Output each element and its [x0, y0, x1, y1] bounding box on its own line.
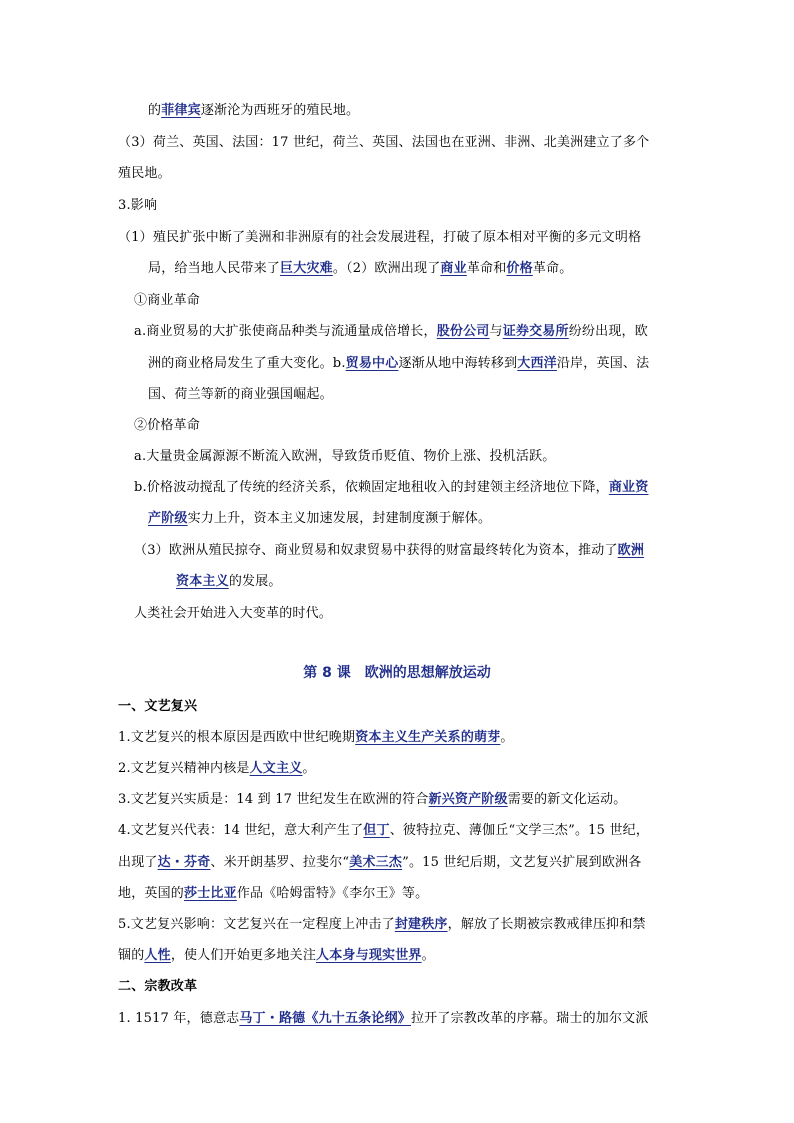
text-line — [148, 101, 359, 121]
keyword-link[interactable]: 产阶级 — [148, 511, 188, 526]
text-line — [134, 416, 200, 436]
text-segment: ，解放了长期被宗教戒律压抑和禁 — [447, 917, 646, 932]
text-segment: 。 — [302, 761, 316, 776]
text-segment: （3）荷兰、英国、法国：17 世纪，荷兰、英国、法国也在亚洲、非洲、北美洲建立了多个 — [118, 135, 650, 150]
text-segment: b.价格波动搅乱了传统的经济关系，依赖固定地租收入的封建领主经济地位下降， — [134, 480, 609, 495]
keyword-link[interactable]: 商业 — [440, 261, 467, 276]
text-line — [118, 133, 649, 153]
text-line — [148, 385, 333, 405]
keyword-link[interactable]: 菲律宾 — [161, 103, 201, 118]
keyword-link[interactable]: 大西洋 — [517, 356, 557, 371]
keyword-link[interactable]: 美术三杰 — [349, 855, 403, 870]
keyword-link[interactable]: 人性 — [144, 948, 171, 963]
keyword-link[interactable]: 莎士比亚 — [184, 886, 237, 901]
text-segment: 4.文艺复兴代表：14 世纪，意大利产生了 — [118, 823, 364, 838]
text-line — [134, 541, 644, 561]
text-segment: 地，英国的 — [118, 886, 185, 901]
text-segment: a.大量贵金属源源不断流入欧洲，导致货币贬值、物价上涨、投机活跃。 — [134, 449, 556, 464]
text-segment: 拉开了宗教改革的序幕。瑞士的加尔文派 — [410, 1011, 649, 1026]
text-line — [118, 790, 627, 810]
keyword-link[interactable]: 资本主义 — [176, 574, 229, 589]
text-segment: 。 — [421, 948, 435, 963]
text-line — [148, 354, 649, 374]
text-segment: 需要的新文化运动。 — [507, 792, 627, 807]
text-line — [118, 1009, 649, 1029]
keyword-link[interactable]: 欧洲 — [617, 543, 645, 558]
text-segment: 逐渐沦为西班牙的殖民地。 — [200, 103, 360, 118]
text-segment: 国、荷兰等新的商业强国崛起。 — [148, 387, 333, 402]
text-segment: （1）殖民扩张中断了美洲和非洲原有的社会发展进程，打破了原本相对平衡的多元文明格 — [118, 230, 642, 245]
keyword-link[interactable]: 但丁 — [363, 823, 390, 838]
keyword-link[interactable]: 股份公司 — [436, 324, 490, 339]
text-segment: 的发展。 — [228, 574, 282, 589]
text-segment: 1.文艺复兴的根本原因是西欧中世纪晚期 — [118, 730, 356, 745]
keyword-link[interactable]: 马丁・路德 — [239, 1011, 306, 1026]
text-segment: 二、宗教改革 — [118, 979, 198, 994]
text-segment: 一、文艺复兴 — [118, 699, 198, 714]
text-segment: 局，给当地人民带来了 — [148, 261, 281, 276]
text-line — [118, 884, 428, 904]
text-segment: 逐渐从地中海转移到 — [398, 356, 518, 371]
text-segment: 1. 1517 年，德意志 — [118, 1011, 240, 1026]
keyword-link[interactable]: 封建秩序 — [394, 917, 448, 932]
text-line — [118, 853, 641, 873]
text-segment: 与 — [489, 324, 503, 339]
text-segment: ①商业革命 — [134, 293, 201, 308]
keyword-link[interactable]: 证券交易所 — [502, 324, 569, 339]
text-segment: 、彼特拉克、薄伽丘“文学三杰”。15 世纪， — [389, 823, 650, 838]
keyword-link[interactable]: 新兴资产阶级 — [428, 792, 508, 807]
text-segment: 5.文艺复兴影响：文艺复兴在一定程度上冲击了 — [118, 917, 395, 932]
keyword-link[interactable]: 达・芬奇 — [157, 855, 211, 870]
keyword-link[interactable]: 商业资 — [608, 480, 649, 495]
text-line — [134, 291, 200, 311]
text-line — [118, 759, 316, 779]
keyword-link[interactable]: 巨大灾难 — [280, 261, 333, 276]
text-segment: 、米开朗基罗、拉斐尔“ — [210, 855, 350, 870]
text-segment: a.商业贸易的大扩张使商品种类与流通量成倍增长， — [134, 324, 437, 339]
keyword-link[interactable]: 价格 — [506, 261, 533, 276]
text-segment: 。 — [500, 730, 514, 745]
text-line — [134, 478, 648, 498]
text-segment: 的 — [148, 103, 162, 118]
section-heading — [118, 977, 197, 997]
text-segment: 殖民地。 — [118, 166, 171, 181]
keyword-link[interactable]: 人本身与现实世界 — [316, 948, 422, 963]
text-segment: 革命和 — [466, 261, 507, 276]
text-segment: 沿岸，英国、法 — [556, 356, 650, 371]
text-segment: 。（2）欧洲出现了 — [332, 261, 441, 276]
text-line — [118, 946, 435, 966]
text-line — [118, 821, 649, 841]
text-line — [134, 447, 555, 467]
text-segment: 3.影响 — [118, 198, 158, 213]
text-segment: 锢的 — [118, 948, 145, 963]
text-segment: （3）欧洲从殖民掠夺、商业贸易和奴隶贸易中获得的财富最终转化为资本，推动了 — [134, 543, 618, 558]
text-segment: 出现了 — [118, 855, 158, 870]
text-line — [118, 728, 514, 748]
text-line — [176, 572, 282, 592]
text-line — [148, 509, 491, 529]
text-segment: 洲的商业格局发生了重大变化。b. — [148, 356, 346, 371]
text-line — [118, 228, 641, 248]
keyword-link[interactable]: 资本主义生产关系的萌芽 — [355, 730, 501, 745]
text-segment: ”。15 世纪后期，文艺复兴扩展到欧洲各 — [402, 855, 642, 870]
text-segment: 人类社会开始进入大变革的时代。 — [134, 606, 333, 621]
section-heading — [118, 697, 197, 717]
text-segment: 2.文艺复兴精神内核是 — [118, 761, 250, 776]
text-segment: 作品《哈姆雷特》《李尔王》等。 — [236, 886, 429, 901]
text-segment: 实力上升，资本主义加速发展，封建制度濒于解体。 — [187, 511, 492, 526]
keyword-link[interactable]: 贸易中心 — [345, 356, 399, 371]
text-segment: ②价格革命 — [134, 418, 201, 433]
text-line — [134, 604, 332, 624]
text-line — [134, 322, 648, 342]
lesson-title: 第 8 课 欧洲的思想解放运动 — [303, 665, 491, 681]
text-line — [148, 259, 572, 279]
text-line — [118, 915, 646, 935]
text-line — [118, 196, 157, 216]
text-segment: 3.文艺复兴实质是：14 到 17 世纪发生在欧洲的符合 — [118, 792, 429, 807]
text-segment: ，使人们开始更多地关注 — [170, 948, 317, 963]
text-segment: 纷纷出现，欧 — [568, 324, 648, 339]
keyword-link[interactable]: 《九十五条论纲》 — [305, 1011, 411, 1026]
text-line — [118, 164, 171, 184]
text-segment: 革命。 — [532, 261, 573, 276]
keyword-link[interactable]: 人文主义 — [249, 761, 303, 776]
